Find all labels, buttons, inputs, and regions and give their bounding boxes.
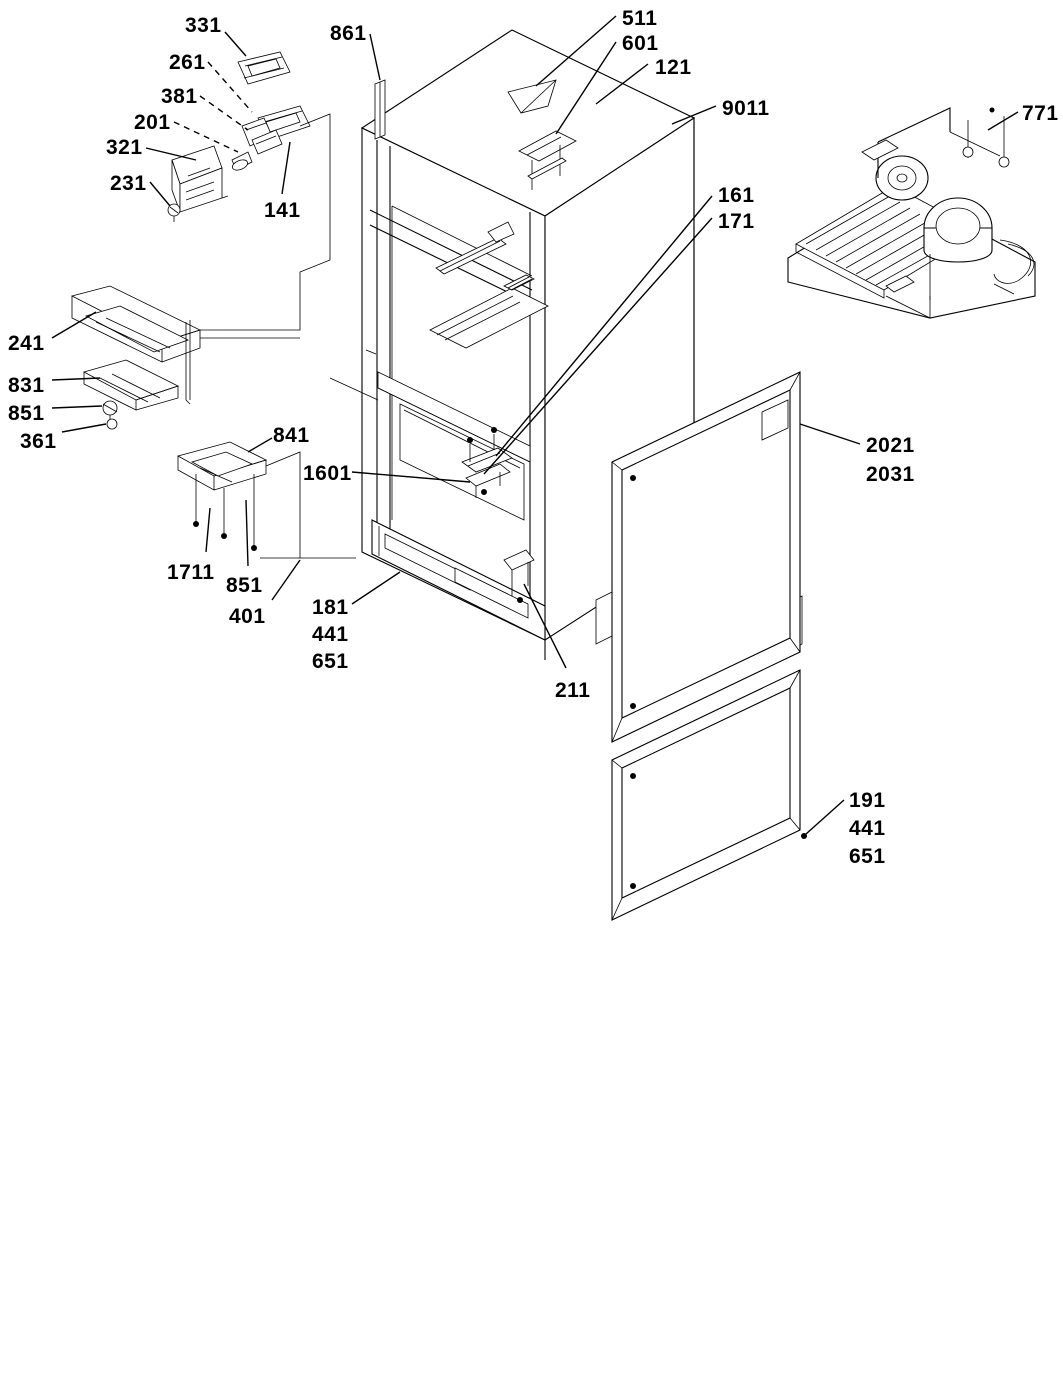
- callout-651-upper: 651: [312, 650, 349, 673]
- callout-121: 121: [655, 56, 692, 79]
- callout-861: 861: [330, 22, 367, 45]
- compressor-condenser-assembly: [788, 108, 1035, 319]
- callout-441-upper: 441: [312, 623, 349, 646]
- callout-141: 141: [264, 199, 301, 222]
- shelf-assembly-left: [72, 286, 300, 429]
- callout-441-lower: 441: [849, 817, 886, 840]
- callout-851-upper: 851: [8, 402, 45, 425]
- callout-211: 211: [555, 679, 591, 702]
- callout-171: 171: [718, 210, 755, 233]
- callout-851-lower: 851: [226, 574, 263, 597]
- callout-1601: 1601: [303, 462, 352, 485]
- callout-261: 261: [169, 51, 206, 74]
- callout-841: 841: [273, 424, 310, 447]
- callout-181: 181: [312, 596, 349, 619]
- callout-1711: 1711: [167, 561, 215, 584]
- callout-161: 161: [718, 184, 755, 207]
- callout-191: 191: [849, 789, 886, 812]
- callout-201: 201: [134, 111, 171, 134]
- callout-331: 331: [185, 14, 222, 37]
- callout-651-lower: 651: [849, 845, 886, 868]
- callout-241: 241: [8, 332, 45, 355]
- callout-511: 511: [622, 7, 658, 30]
- callout-2031: 2031: [866, 463, 915, 486]
- callout-381: 381: [161, 85, 198, 108]
- callout-601: 601: [622, 32, 659, 55]
- callout-771: 771: [1022, 102, 1059, 125]
- callout-321: 321: [106, 136, 143, 159]
- shelf-assembly-lower-left: [178, 442, 356, 558]
- callout-361: 361: [20, 430, 57, 453]
- callout-831: 831: [8, 374, 45, 397]
- callout-231: 231: [110, 172, 147, 195]
- callout-9011: 9011: [722, 97, 770, 120]
- door-assemblies: [612, 372, 807, 920]
- callout-2021: 2021: [866, 434, 915, 457]
- callout-401: 401: [229, 605, 266, 628]
